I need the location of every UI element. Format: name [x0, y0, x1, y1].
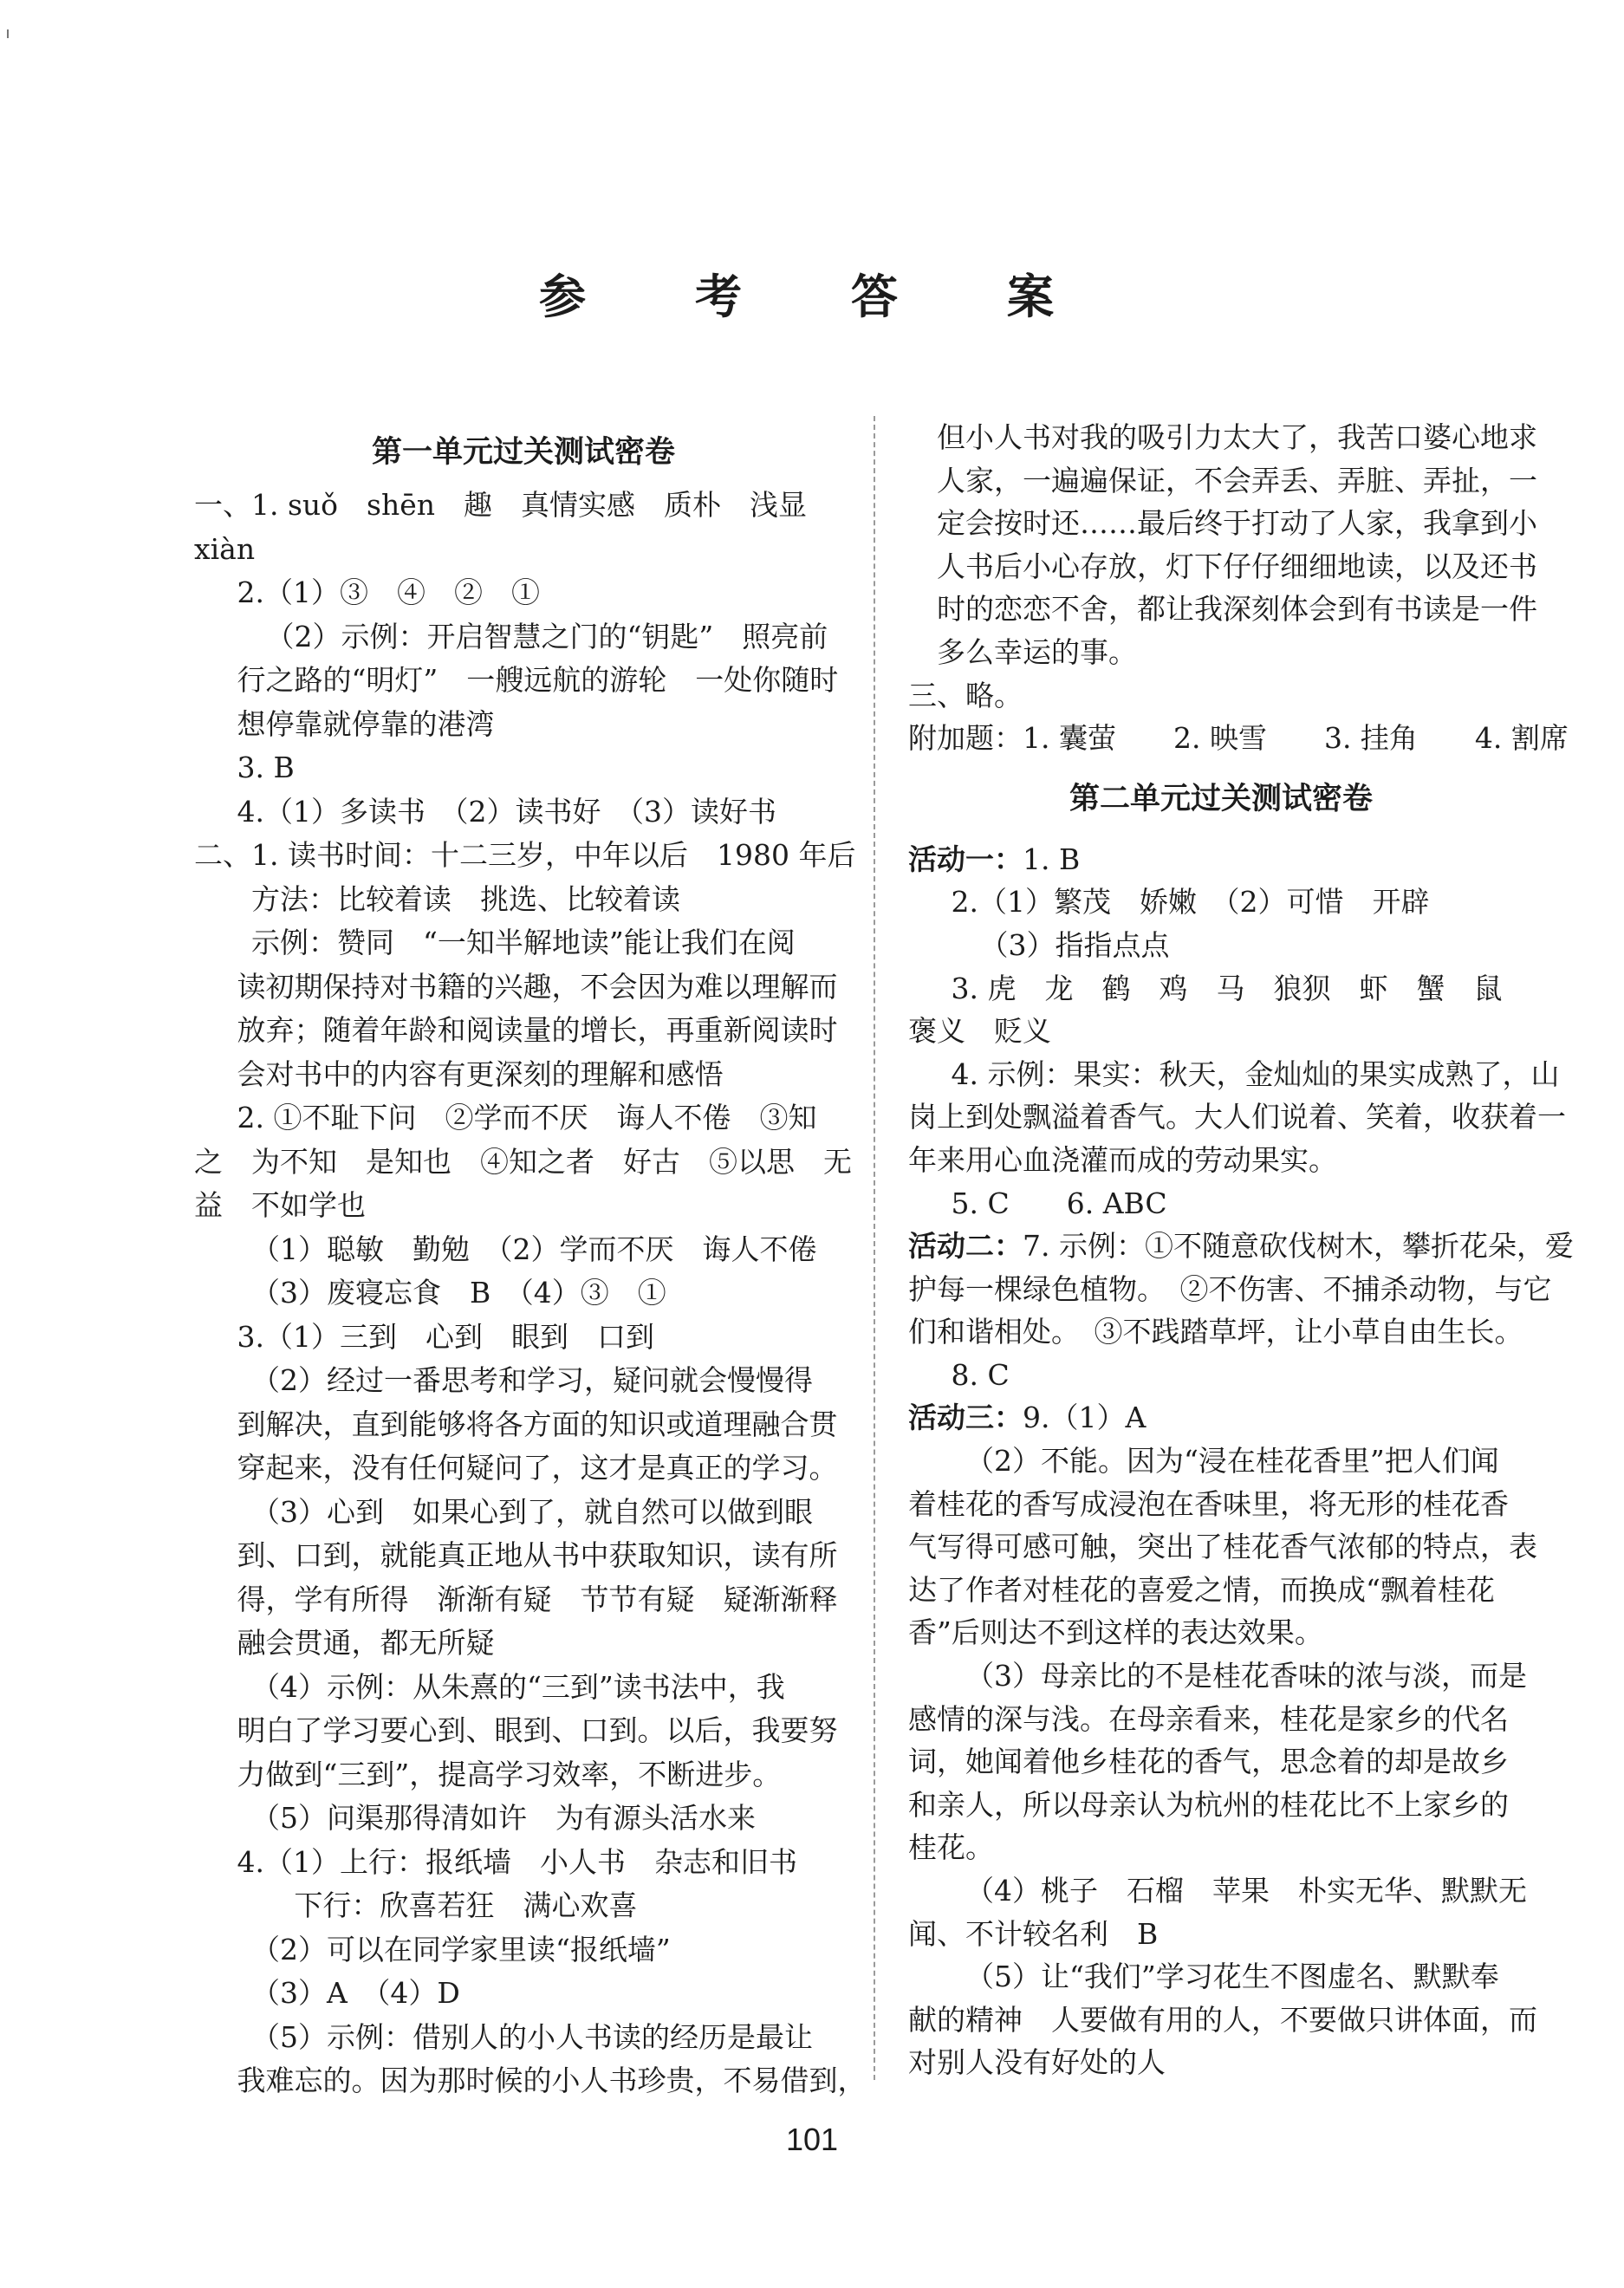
answer-text: 护每一棵绿色植物。 ②不伤害、不捕杀动物，与它 — [908, 1271, 1552, 1306]
answer-text: 对别人没有好处的人 — [908, 2045, 1166, 2080]
answer-text: 附加题：1. 囊萤 2. 映雪 3. 挂角 4. 割席 — [908, 721, 1569, 756]
answer-line — [194, 1491, 853, 1535]
answer-text: 三、略。 — [908, 678, 1023, 712]
answer-text: （2）经过一番思考和学习，疑问就会慢慢得 — [251, 1363, 813, 1397]
answer-line — [908, 416, 1537, 459]
answer-text: 力做到“三到”，提高学习效率，不断进步。 — [237, 1757, 782, 1791]
answer-text: 人书后小心存放，灯下仔仔细细地读，以及还书 — [937, 549, 1537, 583]
unit-1-answers — [194, 484, 867, 2103]
answer-text: 1. B — [1023, 842, 1081, 876]
answer-line — [194, 1053, 853, 1097]
answer-line — [194, 1184, 853, 1228]
answer-line — [908, 838, 1534, 881]
answer-text: （3）母亲比的不是桂花香味的浓与淡，而是 — [965, 1659, 1527, 1693]
answer-line — [194, 878, 853, 922]
answer-line — [908, 717, 1569, 760]
answer-text: 岗上到处飘溢着香气。大人们说着、笑着，收获着一 — [908, 1100, 1566, 1134]
answer-text: 融会贯通，都无所疑 — [237, 1626, 495, 1660]
answer-text: （4）示例：从朱熹的“三到”读书法中，我 — [251, 1669, 785, 1704]
answer-text: 褒义 贬义 — [908, 1014, 1051, 1049]
answer-text: 气写得可感可触，突出了桂花香气浓郁的特点，表 — [908, 1530, 1537, 1564]
answer-text: 闻、不计较名利 B — [908, 1916, 1159, 1951]
answer-line — [908, 1396, 1534, 1440]
answer-text: 9.（1）A — [1023, 1401, 1147, 1435]
answer-line — [194, 1316, 853, 1360]
answer-text: （3）指指点点 — [979, 927, 1170, 962]
answer-line — [908, 674, 1534, 718]
answer-text: 下行：欣喜若狂 满心欢喜 — [294, 1888, 638, 1922]
activity-label: 活动二： — [908, 1229, 1023, 1264]
answer-text: 感情的深与浅。在母亲看来，桂花是家乡的代名 — [908, 1701, 1509, 1736]
answer-line — [908, 1525, 1537, 1569]
answer-text: （3）废寝忘食 B （4）③ ① — [251, 1276, 666, 1310]
answer-text: 词，她闻着他乡桂花的香气，思念着的却是故乡 — [908, 1745, 1509, 1779]
answer-line — [194, 2016, 853, 2060]
answer-line — [908, 1869, 1534, 1913]
answer-line — [908, 1913, 1534, 1956]
answer-line — [194, 1096, 853, 1141]
answer-line — [194, 1534, 853, 1578]
answer-line — [194, 1797, 853, 1841]
answer-line — [908, 1310, 1534, 1354]
answer-text: 8. C — [951, 1357, 1010, 1392]
answer-text: 3. B — [237, 751, 295, 784]
answer-text: （2）可以在同学家里读“报纸墙” — [251, 1932, 671, 1966]
answer-line — [908, 1826, 1534, 1869]
answer-line — [908, 459, 1537, 503]
answer-text: 到解决，直到能够将各方面的知识或道理融合贯 — [237, 1407, 838, 1441]
unit-2-heading: 第二单元过关测试密卷 — [1069, 781, 1373, 816]
right-column — [908, 416, 1574, 2084]
answer-text: （5）问渠那得清如许 为有源头活水来 — [251, 1801, 756, 1835]
answer-text: （3）A （4）D — [251, 1976, 460, 2010]
answer-text: 示例：赞同 “一知半解地读”能让我们在阅 — [251, 926, 796, 959]
answer-line — [908, 1740, 1534, 1784]
answer-text: （2）示例：开启智慧之门的“钥匙” 照亮前 — [265, 619, 828, 653]
answer-line — [194, 746, 853, 790]
answer-line — [908, 2041, 1534, 2084]
answer-text: 2. ①不耻下问 ②学而不厌 诲人不倦 ③知 — [237, 1101, 817, 1134]
answer-text: （3）心到 如果心到了，就自然可以做到眼 — [251, 1494, 813, 1529]
answer-text: 桂花。 — [908, 1830, 994, 1865]
column-divider — [874, 416, 875, 2080]
answer-line — [908, 1010, 1534, 1053]
answer-line — [908, 545, 1537, 588]
answer-text: 二、1. 读书时间：十二三岁，中年以后 1980 年后 — [194, 838, 856, 872]
activity-label: 活动三： — [908, 1401, 1023, 1435]
answer-line — [194, 1972, 853, 2016]
answer-text: 5. C 6. ABC — [951, 1186, 1167, 1220]
answer-text: 献的精神 人要做有用的人，不要做只讲体面，而 — [908, 2002, 1537, 2037]
answer-text: 3. 虎 龙 鹤 鸡 马 狼狈 虾 蟹 鼠 — [951, 971, 1503, 1005]
answer-line — [194, 1622, 853, 1666]
answer-line — [194, 1753, 853, 1797]
answer-text: xiàn — [194, 531, 256, 566]
answer-line — [908, 967, 1534, 1011]
answer-text: 明白了学习要心到、眼到、口到。以后，我要努 — [237, 1713, 838, 1747]
answer-text: 得，学有所得 渐渐有疑 节节有疑 疑渐渐释 — [237, 1582, 838, 1616]
answer-text: （4）桃子 石榴 苹果 朴实无华、默默无 — [965, 1874, 1527, 1908]
page-title: 参 考 答 案 — [539, 270, 1085, 324]
answer-line — [908, 502, 1537, 545]
answer-line — [908, 924, 1534, 967]
answer-text: 年来用心血浇灌而成的劳动果实。 — [908, 1142, 1337, 1177]
answer-text: 益 不如学也 — [194, 1188, 366, 1222]
answer-text: （5）示例：借别人的小人书读的经历是最让 — [251, 2019, 813, 2054]
unit-2-answers — [908, 838, 1574, 2084]
answer-text: 香”后则达不到这样的表达效果。 — [908, 1615, 1323, 1650]
answer-text: （5）让“我们”学习花生不图虚名、默默奉 — [965, 1960, 1499, 1994]
answer-text: 但小人书对我的吸引力太大了，我苦口婆心地求 — [937, 420, 1537, 454]
unit-1-heading: 第一单元过关测试密卷 — [371, 435, 675, 470]
answer-text: （2）不能。因为“浸在桂花香里”把人们闻 — [965, 1444, 1499, 1479]
answer-line — [908, 588, 1537, 631]
answer-line — [194, 921, 853, 965]
answer-text: 达了作者对桂花的喜爱之情，而换成“飘着桂花 — [908, 1572, 1495, 1607]
answer-text: 4.（1）多读书 （2）读书好 （3）读好书 — [237, 794, 776, 829]
answer-line — [194, 1841, 853, 1885]
answer-text: 到、口到，就能真正地从书中获取知识，读有所 — [237, 1538, 838, 1572]
answer-line — [194, 1403, 853, 1447]
answer-text: 想停靠就停靠的港湾 — [237, 706, 495, 741]
answer-text: 读初期保持对书籍的兴趣，不会因为难以理解而 — [237, 969, 838, 1004]
answer-text: 一、1. suǒ shēn 趣 真情实感 质朴 浅显 — [194, 488, 808, 522]
answer-line — [194, 659, 853, 703]
answer-line — [908, 1182, 1534, 1225]
answer-line — [194, 1271, 853, 1316]
activity-label: 活动一： — [908, 842, 1023, 876]
answer-line — [194, 965, 853, 1010]
answer-text: 多么幸运的事。 — [937, 634, 1137, 669]
answer-text: （1）聪敏 勤勉 （2）学而不厌 诲人不倦 — [251, 1232, 817, 1266]
answer-text: 会对书中的内容有更深刻的理解和感悟 — [237, 1056, 724, 1091]
answer-line — [194, 615, 853, 660]
answer-line — [908, 1095, 1566, 1139]
answer-line — [194, 1709, 853, 1753]
answer-line — [194, 703, 853, 747]
answer-text: 穿起来，没有任何疑问了，这才是真正的学习。 — [237, 1451, 838, 1485]
answer-line — [194, 484, 853, 528]
answer-text: 时的恋恋不舍，都让我深刻体会到有书读是一件 — [937, 592, 1537, 627]
answer-line — [194, 1884, 853, 1928]
answer-text: 着桂花的香写成浸泡在香味里，将无形的桂花香 — [908, 1486, 1509, 1521]
answer-line — [194, 1141, 853, 1185]
answer-line — [194, 834, 856, 878]
answer-line — [908, 1440, 1534, 1483]
answer-line — [908, 1654, 1534, 1698]
answer-text: 行之路的“明灯” 一艘远航的游轮 一处你随时 — [237, 663, 839, 697]
page-number: 101 — [785, 2122, 839, 2157]
scan-mark — [7, 29, 9, 38]
answer-text: 和亲人，所以母亲认为杭州的桂花比不上家乡的 — [908, 1787, 1509, 1822]
answer-line — [194, 1228, 853, 1272]
answer-text: 定会按时还……最后终于打动了人家，我拿到小 — [937, 506, 1537, 541]
answer-line — [194, 571, 853, 615]
answer-text: 2.（1）③ ④ ② ① — [237, 575, 540, 609]
answer-line — [194, 528, 853, 572]
answer-line — [194, 1009, 853, 1053]
answer-text: 方法：比较着读 挑选、比较着读 — [251, 881, 680, 916]
answer-line — [908, 1139, 1534, 1182]
answer-line — [908, 1999, 1537, 2042]
answer-line — [908, 1053, 1560, 1096]
answer-text: 我难忘的。因为那时候的小人书珍贵，不易借到， — [237, 2064, 867, 2097]
answer-line — [194, 1446, 853, 1491]
answer-line — [908, 631, 1534, 674]
answer-line — [194, 2059, 867, 2103]
answer-line — [908, 1268, 1552, 1311]
answer-text: 3.（1）三到 心到 眼到 口到 — [237, 1319, 654, 1354]
answer-line — [194, 1666, 853, 1710]
answer-line — [194, 1578, 853, 1622]
answer-line — [908, 1784, 1534, 1827]
answer-line — [194, 1928, 853, 1973]
answer-text: 2.（1）繁茂 娇嫩 （2）可惜 开辟 — [951, 885, 1430, 920]
answer-text: 们和谐相处。 ③不践踏草坪，让小草自由生长。 — [908, 1315, 1523, 1349]
answer-line — [194, 790, 853, 835]
answer-line — [908, 1611, 1534, 1654]
answer-text: 4. 示例：果实：秋天，金灿灿的果实成熟了，山 — [951, 1056, 1560, 1091]
answer-line — [908, 1354, 1534, 1397]
answer-line — [194, 1359, 853, 1403]
answer-text: 4.（1）上行：报纸墙 小人书 杂志和旧书 — [237, 1844, 797, 1879]
answer-text: 放弃；随着年龄和阅读量的增长，再重新阅读时 — [237, 1013, 838, 1047]
answer-line — [908, 1569, 1534, 1612]
answer-line — [908, 1483, 1534, 1526]
left-column — [194, 426, 867, 2103]
answer-text: 7. 示例：①不随意砍伐树木，攀折花朵，爱 — [1023, 1229, 1574, 1264]
answer-text: 之 为不知 是知也 ④知之者 好古 ⑤以思 无 — [194, 1144, 852, 1179]
answer-line — [908, 1698, 1534, 1741]
unit-1-answers-continued — [908, 416, 1569, 760]
answer-line — [908, 1225, 1574, 1268]
answer-line — [908, 881, 1534, 924]
answer-text: 人家，一遍遍保证，不会弄丢、弄脏、弄扯，一 — [937, 463, 1537, 497]
answer-line — [908, 1955, 1534, 1999]
